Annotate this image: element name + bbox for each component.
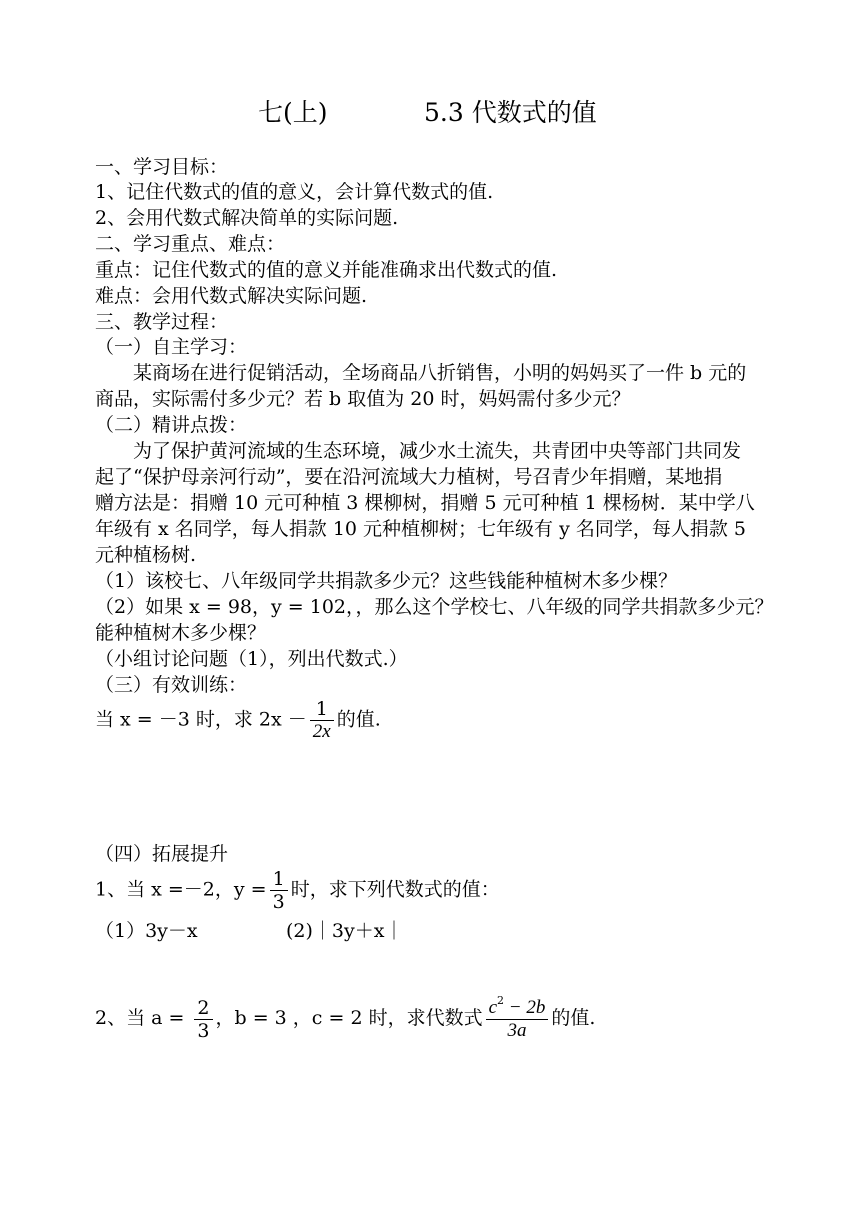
ext1-item-1: （1）3y－x xyxy=(95,920,198,942)
fraction-expression-denominator: 3a xyxy=(486,1019,549,1042)
numerator-rest: − 2b xyxy=(504,997,546,1018)
section-explanation: （二）精讲点拨： xyxy=(95,414,248,436)
group-discussion-note: （小组讨论问题（1），列出代数式.） xyxy=(95,648,408,670)
ext2-text-pre: 2、当 a = xyxy=(95,1007,185,1029)
problem-2-line-1: 为了保护黄河流域的生态环境，减少水土流失，共青团中央等部门共同发 xyxy=(133,440,742,462)
fraction-numerator: 2 xyxy=(197,996,210,1019)
problem-2-line-3: 赠方法是：捐赠 10 元可种植 3 棵柳树，捐赠 5 元可种植 1 棵杨树．某中学八 xyxy=(95,492,755,514)
problem-2-line-5: 元种植杨树. xyxy=(95,544,197,566)
question-1: （1）该校七、八年级同学共捐款多少元？这些钱能种植树木多少棵？ xyxy=(95,570,678,592)
problem-2-line-2: 起了“保护母亲河行动”，要在沿河流域大力植树，号召青少年捐赠，某地捐 xyxy=(95,466,723,488)
ext1-text-pre: 1、当 x =－2，y = xyxy=(95,878,267,901)
section-self-study: （一）自主学习： xyxy=(95,336,248,358)
fraction-2-over-3 xyxy=(194,997,212,1042)
ext2-text-post: 的值. xyxy=(551,1007,596,1029)
fraction-1-over-2x xyxy=(310,698,334,743)
fraction-denominator: 2x xyxy=(310,720,334,743)
fraction-expression-numerator xyxy=(486,996,549,1019)
fraction-denominator: 3 xyxy=(270,890,288,913)
fraction-numerator: 1 xyxy=(272,868,285,890)
problem-1-line-1: 某商场在进行促销活动，全场商品八折销售，小明的妈妈买了一件 b 元的 xyxy=(133,362,747,384)
extension-exercise-2 xyxy=(95,996,595,1042)
title-grade: 七(上) xyxy=(258,98,328,127)
practice-text-post: 的值. xyxy=(336,708,381,731)
exponent: 2 xyxy=(497,994,505,1007)
fraction-expression xyxy=(486,996,549,1042)
ext1-text-post: 时，求下列代数式的值： xyxy=(290,878,500,901)
practice-text-pre: 当 x = －3 时，求 2x － xyxy=(95,708,307,731)
goal-1: 1、记住代数式的值的意义，会计算代数式的值. xyxy=(95,181,494,203)
difficult-point: 难点：会用代数式解决实际问题. xyxy=(95,285,368,307)
fraction-numerator: 1 xyxy=(315,698,328,720)
section-extension: （四）拓展提升 xyxy=(95,843,229,865)
heading-process: 三、教学过程： xyxy=(95,311,229,333)
problem-1-line-2: 商品，实际需付多少元？若 b 取值为 20 时，妈妈需付多少元？ xyxy=(95,388,631,410)
ext1-item-2: (2)｜3y＋x｜ xyxy=(286,920,404,942)
ext2-text-mid: ，b = 3 ，c = 2 时，求代数式 xyxy=(215,1007,483,1029)
practice-exercise xyxy=(95,698,381,743)
fraction-denominator: 3 xyxy=(194,1019,212,1042)
question-2-line-2: 能种植树木多少棵？ xyxy=(95,622,267,644)
fraction-1-over-3 xyxy=(270,868,288,913)
key-point: 重点：记住代数式的值的意义并能准确求出代数式的值. xyxy=(95,259,558,281)
var-c: c xyxy=(488,997,498,1018)
goal-2: 2、会用代数式解决简单的实际问题. xyxy=(95,207,399,229)
problem-2-line-4: 年级有 x 名同学，每人捐款 10 元种植柳树；七年级有 y 名同学，每人捐款 5 xyxy=(95,518,746,540)
section-practice: （三）有效训练： xyxy=(95,674,248,696)
heading-goals: 一、学习目标： xyxy=(95,156,229,178)
title-section: 5.3 代数式的值 xyxy=(424,98,597,127)
heading-key-points: 二、学习重点、难点： xyxy=(95,233,286,255)
question-2-line-1: （2）如果 x = 98，y = 102，，那么这个学校七、八年级的同学共捐款多少元？ xyxy=(95,596,774,618)
extension-exercise-1 xyxy=(95,868,500,913)
